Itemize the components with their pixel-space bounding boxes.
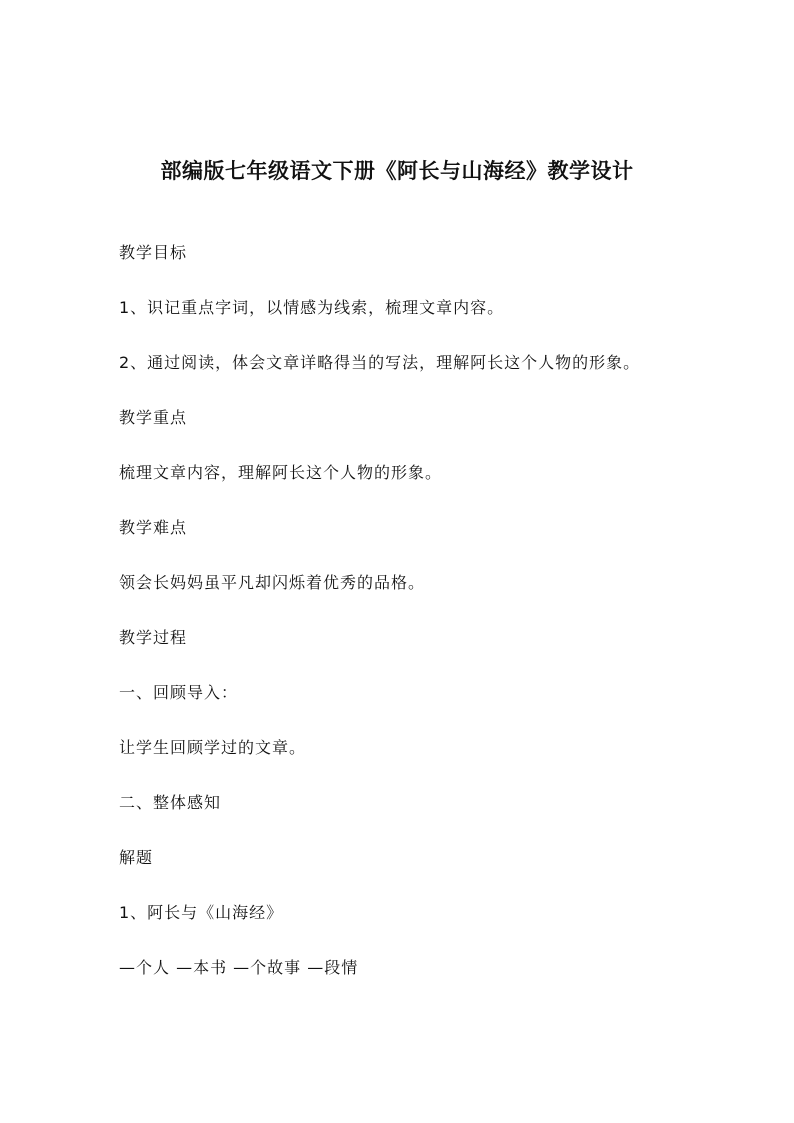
goal-item-2: 2、通过阅读，体会文章详略得当的写法，理解阿长这个人物的形象。	[119, 353, 641, 372]
section-overall-perception: 二、整体感知	[119, 793, 222, 812]
title-explanation-item-1: 1、阿长与《山海经》	[119, 903, 284, 922]
subheading-title-explanation: 解题	[119, 848, 154, 867]
heading-key-points: 教学重点	[119, 408, 188, 427]
key-points-text: 梳理文章内容，理解阿长这个人物的形象。	[119, 463, 443, 482]
document-title: 部编版七年级语文下册《阿长与山海经》教学设计	[160, 159, 634, 183]
heading-teaching-process: 教学过程	[119, 628, 188, 647]
section-review-intro: 一、回顾导入：	[119, 683, 239, 702]
difficulties-text: 领会长妈妈虽平凡却闪烁着优秀的品格。	[119, 573, 426, 592]
review-intro-text: 让学生回顾学过的文章。	[119, 738, 307, 757]
goal-item-1: 1、识记重点字词，以情感为线索，梳理文章内容。	[119, 298, 505, 317]
heading-difficulties: 教学难点	[119, 518, 188, 537]
title-explanation-summary: —个人 —本书 —个故事 —段情	[119, 958, 359, 977]
heading-teaching-goals: 教学目标	[119, 243, 188, 262]
